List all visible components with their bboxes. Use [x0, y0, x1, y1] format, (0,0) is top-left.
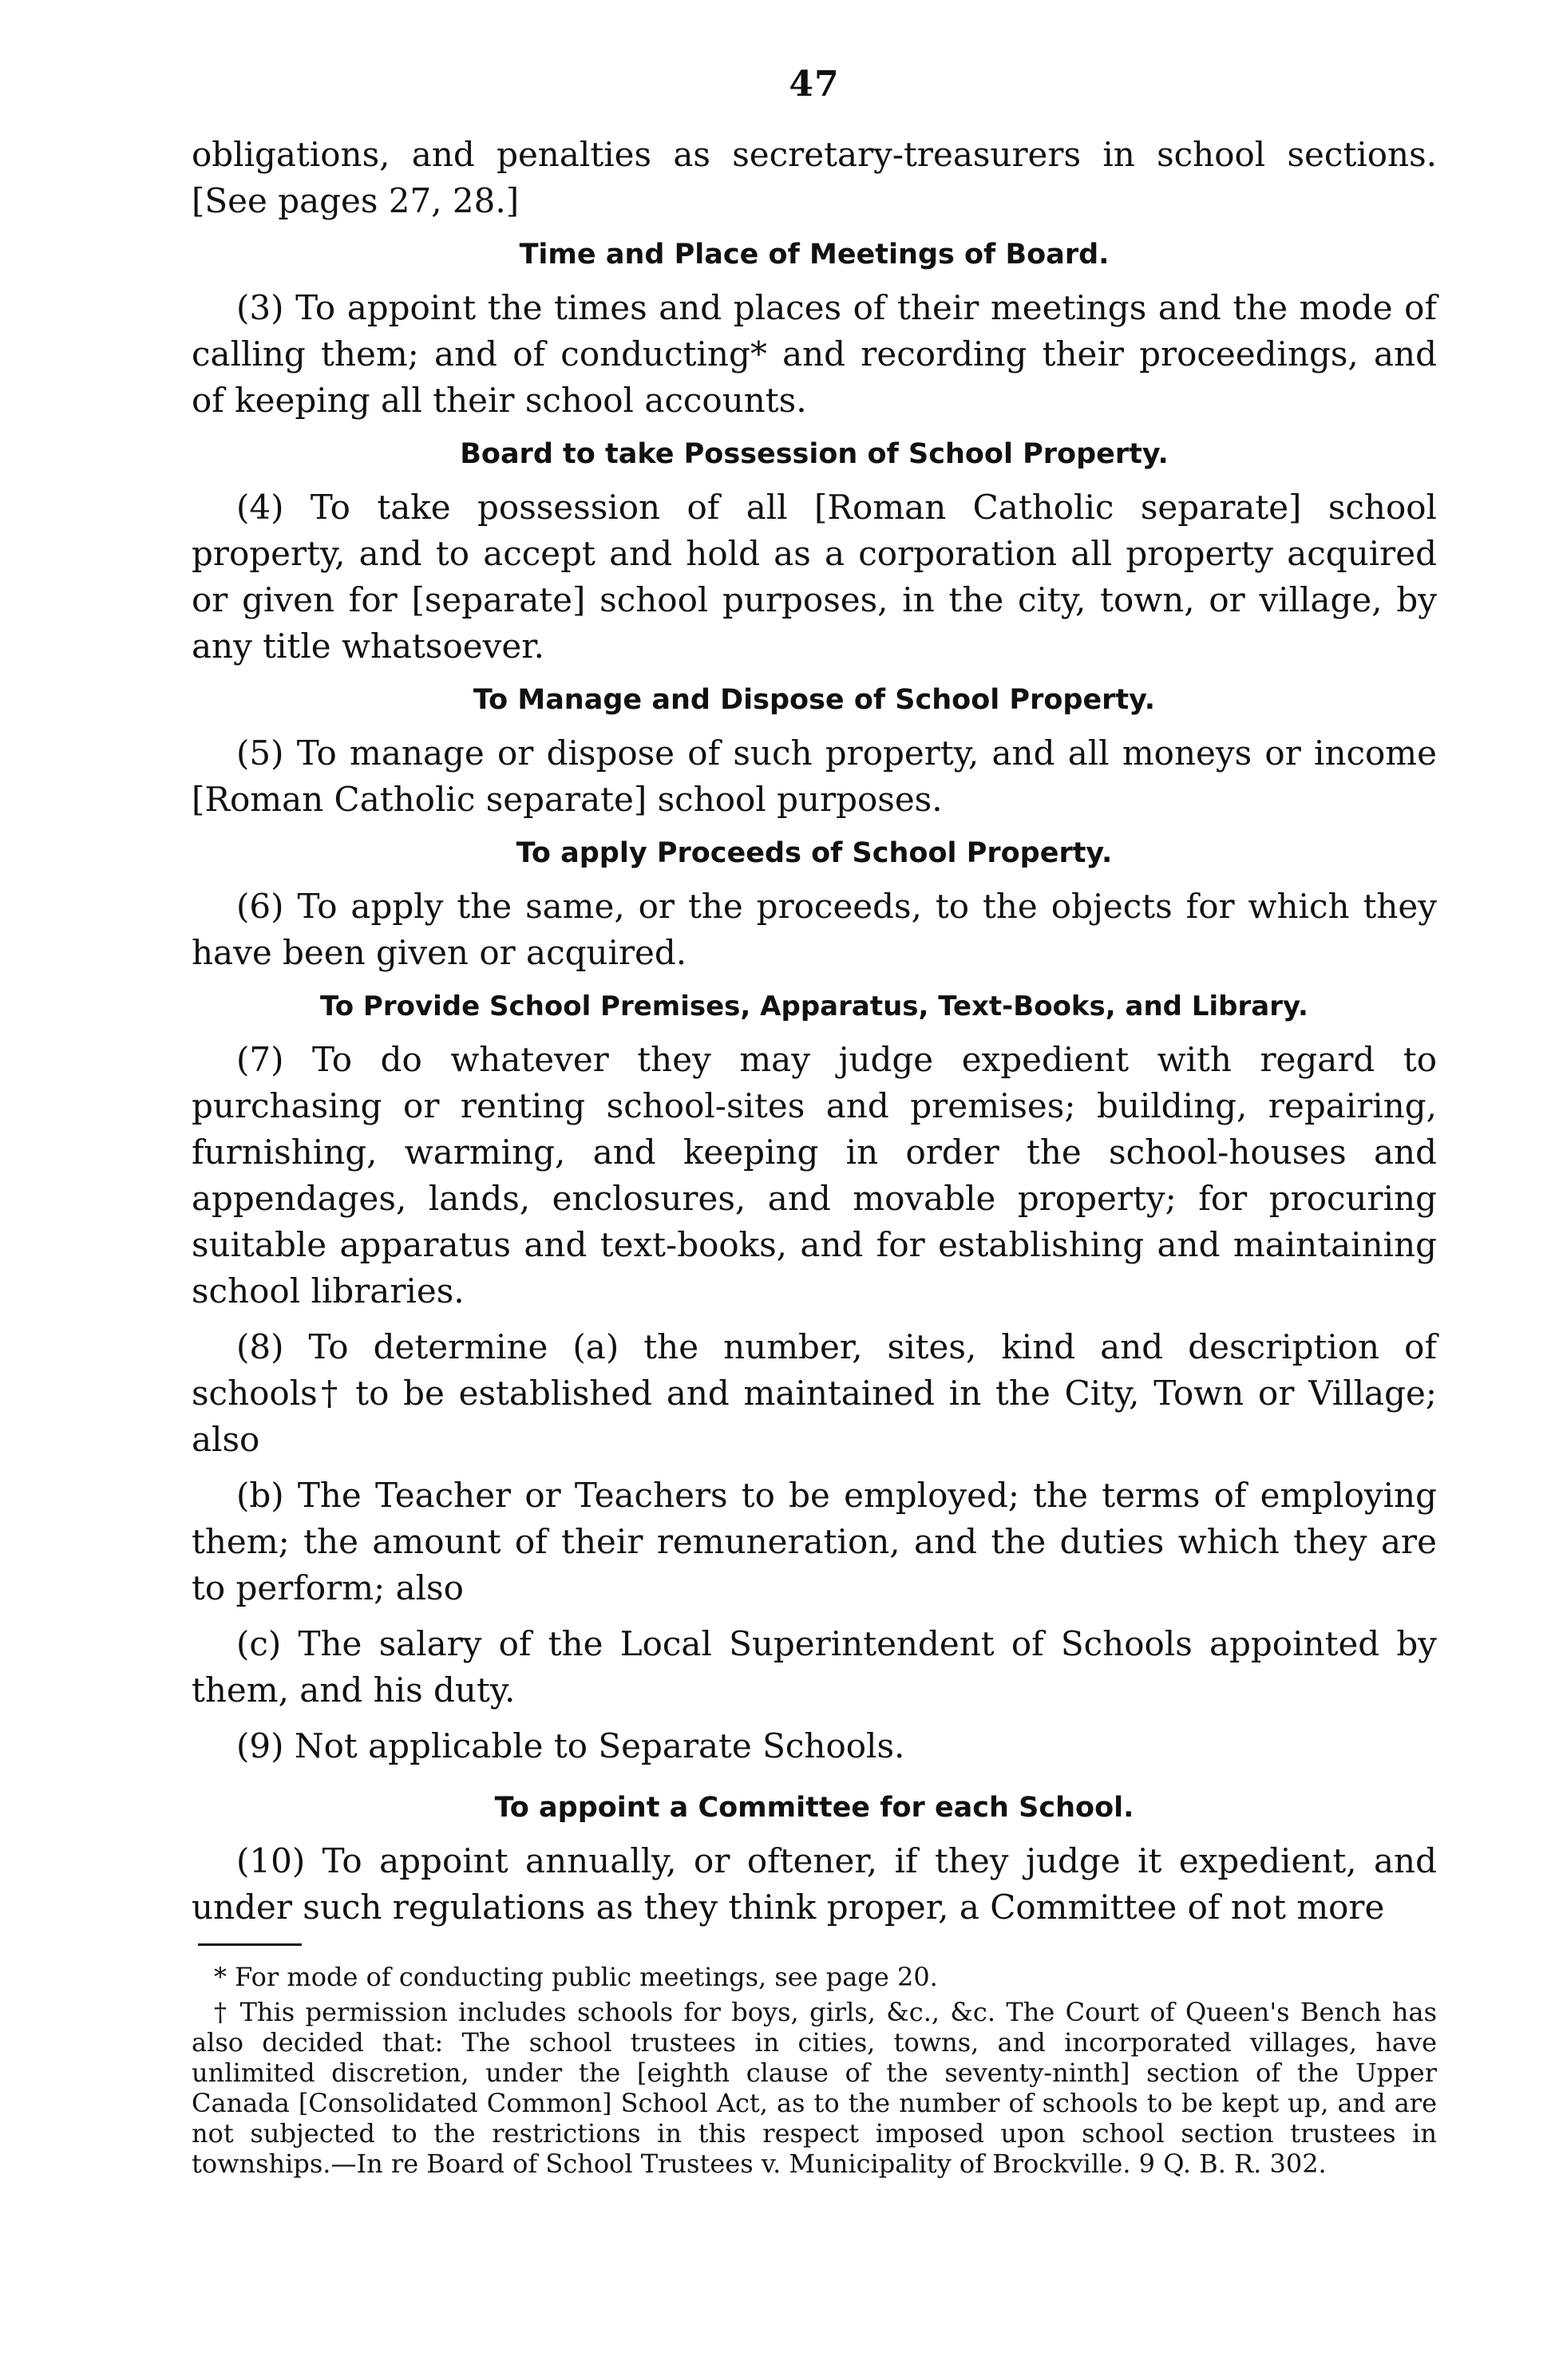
document-page [192, 64, 1437, 2184]
paragraph-9: (9) Not applicable to Separate Schools. [236, 1726, 905, 1765]
paragraph-8b: (b) The Teacher or Teachers to be employed; the terms of employing them; the amount of their remuneration, and the duties which they are to perform; also [192, 1476, 1437, 1607]
paragraph-8a: (8) To determine (a) the number, sites, kind and description of schools† to be established and maintained in the City, Town or Village; also [192, 1327, 1437, 1459]
paragraph-3: (3) To appoint the times and places of their meetings and the mode of calling them; and of conducting* and recording their proceedings, and of keeping all their school accounts. [192, 288, 1437, 420]
paragraph-4: (4) To take possession of all [Roman Catholic separate] school property, and to accept and hold as a corporation all property acquired or given for [separate] school purposes, in the city, town, or village, by any title whatsoever. [192, 488, 1437, 666]
paragraph-5: (5) To manage or dispose of such property, and all moneys or income [Roman Catholic separate] school purposes. [192, 733, 1437, 819]
footnote-1: * For mode of conducting public meetings, see page 20. [214, 1962, 938, 1992]
heading-possession: Board to take Possession of School Property. [460, 438, 1169, 470]
page-number: 47 [789, 64, 840, 105]
footnote-2: † This permission includes schools for boys, girls, &c., &c. The Court of Queen's Bench has also decided that: The school trustees in cities, towns, and incorporated villages, have unlimited discretion, under the [eighth clause of the seventy-ninth] section of the Upper Canada [Consolidated Common] School Act, as to the number of schools to be kept up, and are not subjected to the restrictions in this respect imposed upon school section trustees in townships.—In re Board of School Trustees v. Municipality of Brockville. 9 Q. B. R. 302. [192, 1997, 1437, 2179]
paragraph-8c: (c) The salary of the Local Superintendent of Schools appointed by them, and his duty. [192, 1624, 1437, 1710]
paragraph-7: (7) To do whatever they may judge expedient with regard to purchasing or renting school-sites and premises; building, repairing, furnishing, warming, and keeping in order the school-houses and appendages, lands, enclosures, and movable property; for procuring suitable apparatus and text-books, and for establishing and maintaining school libraries. [192, 1040, 1437, 1311]
paragraph-6: (6) To apply the same, or the proceeds, to the objects for which they have been given or acquired. [192, 887, 1437, 972]
heading-apply-proceeds: To apply Proceeds of School Property. [516, 837, 1113, 869]
paragraph-obligations: obligations, and penalties as secretary-treasurers in school sections. [See pages 27, 28.] [192, 135, 1437, 220]
footnote-rule [198, 1943, 302, 1946]
heading-time-and-place: Time and Place of Meetings of Board. [519, 239, 1110, 271]
paragraph-10: (10) To appoint annually, or oftener, if they judge it expedient, and under such regulations as they think proper, a Committee of not more [192, 1841, 1437, 1927]
heading-manage-dispose: To Manage and Dispose of School Property. [473, 684, 1156, 716]
heading-provide-premises: To Provide School Premises, Apparatus, Text-Books, and Library. [320, 990, 1308, 1022]
heading-appoint-committee: To appoint a Committee for each School. [494, 1792, 1134, 1824]
